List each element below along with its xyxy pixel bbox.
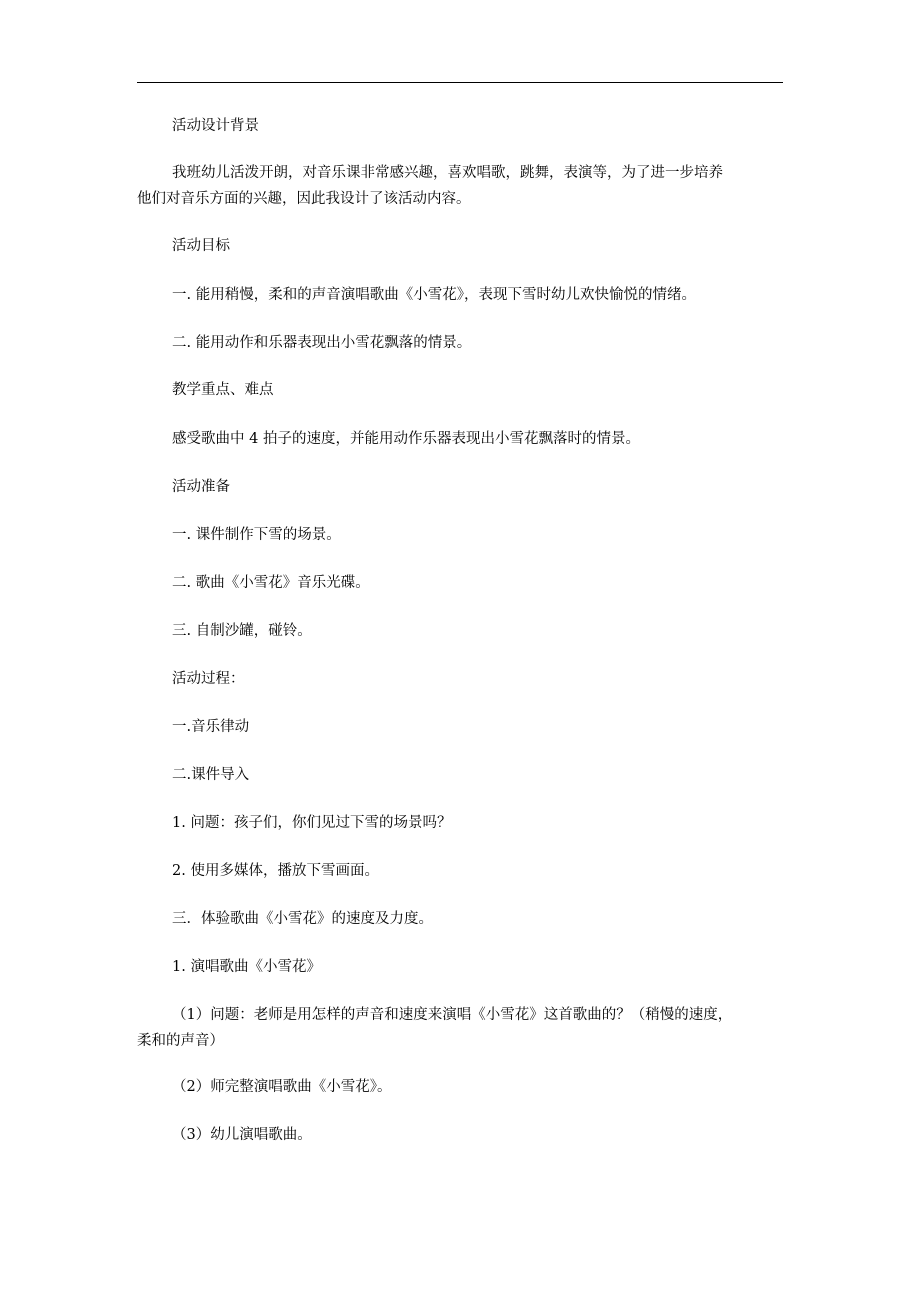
key-points-text: 感受歌曲中 4 拍子的速度，并能用动作乐器表现出小雪花飘落时的情景。 (172, 431, 640, 447)
process-2: 二.课件导入 (172, 767, 250, 783)
process-3-1-a-line1: （1）问题：老师是用怎样的声音和速度来演唱《小雪花》这首歌曲的？（稍慢的速度， (172, 1007, 733, 1023)
goal-2: 二. 能用动作和乐器表现出小雪花飘落的情景。 (172, 335, 472, 351)
heading-key-points: 教学重点、难点 (172, 382, 274, 398)
process-3-1-c: （3）幼儿演唱歌曲。 (172, 1127, 312, 1143)
heading-goals: 活动目标 (172, 238, 230, 254)
process-3: 三．体验歌曲《小雪花》的速度及力度。 (172, 911, 433, 927)
process-2-1: 1. 问题：孩子们，你们见过下雪的场景吗？ (172, 815, 452, 831)
process-2-2: 2. 使用多媒体，播放下雪画面。 (172, 863, 379, 879)
goal-1: 一. 能用稍慢，柔和的声音演唱歌曲《小雪花》，表现下雪时幼儿欢快愉悦的情绪。 (172, 287, 696, 303)
background-paragraph-line2: 他们对音乐方面的兴趣，因此我设计了该活动内容。 (137, 191, 471, 207)
heading-process: 活动过程： (172, 671, 245, 687)
header-rule (137, 82, 783, 83)
process-3-1-b: （2）师完整演唱歌曲《小雪花》。 (172, 1079, 392, 1095)
heading-preparation: 活动准备 (172, 479, 230, 495)
prep-2: 二. 歌曲《小雪花》音乐光碟。 (172, 575, 370, 591)
process-3-1: 1. 演唱歌曲《小雪花》 (172, 959, 321, 975)
process-3-1-a-line2: 柔和的声音） (137, 1033, 224, 1049)
process-1: 一.音乐律动 (172, 719, 250, 735)
background-paragraph-line1: 我班幼儿活泼开朗，对音乐课非常感兴趣，喜欢唱歌，跳舞，表演等，为了进一步培养 (172, 165, 723, 181)
prep-3: 三. 自制沙罐，碰铃。 (172, 623, 312, 639)
heading-background: 活动设计背景 (172, 118, 259, 134)
prep-1: 一. 课件制作下雪的场景。 (172, 527, 341, 543)
